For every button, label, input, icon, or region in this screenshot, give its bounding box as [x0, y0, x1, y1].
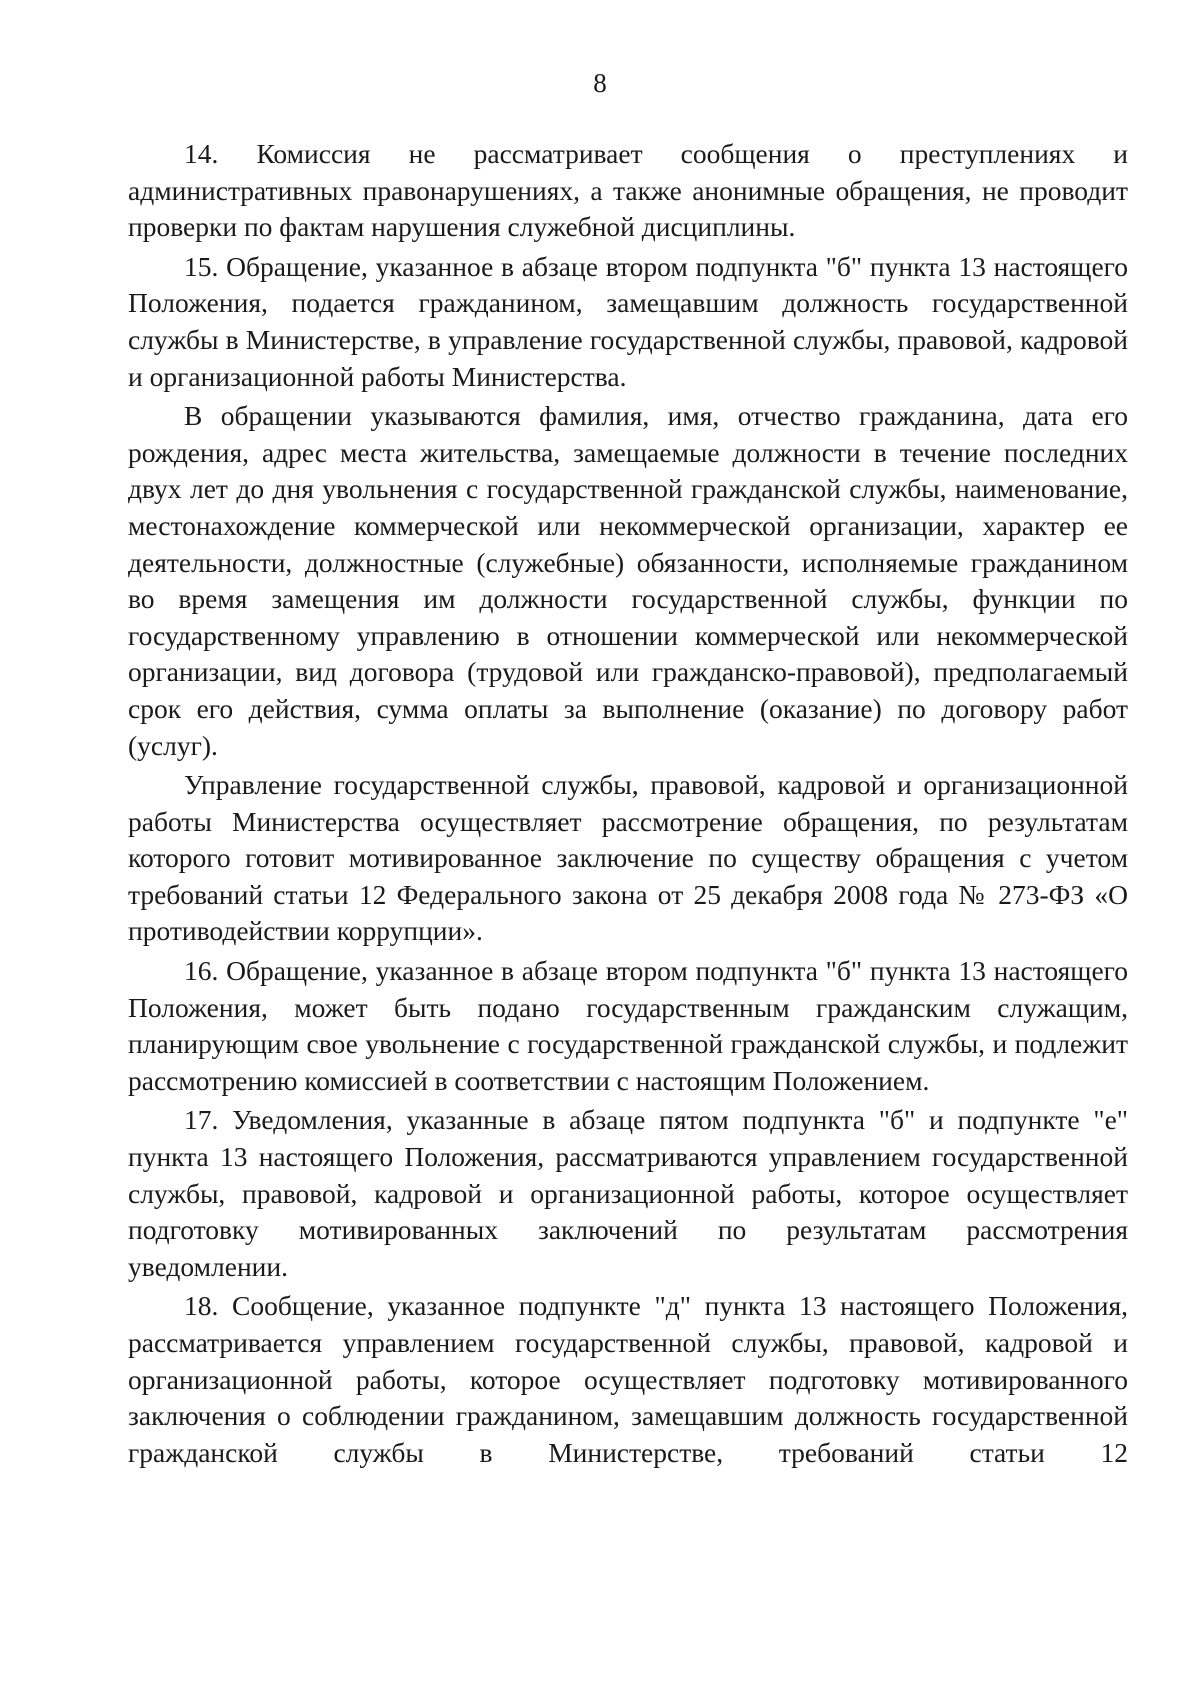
- paragraph-department-review: Управление государственной службы, правовой, кадровой и организационной работы Министерства осуществляет рассмотрение обращения, по результатам которого готовит мотивированное заключение по существу обращения с учетом требований статьи 12 Федерального закона от 25 декабря 2008 года № 273-ФЗ «О противодействии коррупции».: [128, 769, 1128, 947]
- document-body: [128, 136, 1128, 1471]
- paragraph-18: 18. Сообщение, указанное подпункте "д" пункта 13 настоящего Положения, рассматривается управлением государственной службы, правовой, кадровой и организационной работы, которое осуществляет подготовку мотивированного заключения о соблюдении гражданином, замещавшим должность государственной гражданской службы в Министерстве, требований статьи 12: [128, 1290, 1128, 1468]
- page-number: 8: [593, 68, 607, 98]
- paragraph-14: 14. Комиссия не рассматривает сообщения о преступлениях и административных правонарушениях, а также анонимные обращения, не проводит проверки по фактам нарушения служебной дисциплины.: [128, 138, 1128, 243]
- paragraph-appeal-contents: В обращении указываются фамилия, имя, отчество гражданина, дата его рождения, адрес места жительства, замещаемые должности в течение последних двух лет до дня увольнения с государственной гражданской службы, наименование, местонахождение коммерческой или некоммерческой организации, характер ее деятельности, должностные (служебные) обязанности, исполняемые гражданином во время замещения им должности государственной службы, функции по государственному управлению в отношении коммерческой или некоммерческой организации, вид договора (трудовой или гражданско-правовой), предполагаемый срок его действия, сумма оплаты за выполнение (оказание) по договору работ (услуг).: [128, 400, 1128, 761]
- paragraph-17: 17. Уведомления, указанные в абзаце пятом подпункта "б" и подпункте "е" пункта 13 настоящего Положения, рассматриваются управлением государственной службы, правовой, кадровой и организационной работы, которое осуществляет подготовку мотивированных заключений по результатам рассмотрения уведомлении.: [128, 1104, 1128, 1282]
- paragraph-15: 15. Обращение, указанное в абзаце втором подпункта "б" пункта 13 настоящего Положения, подается гражданином, замещавшим должность государственной службы в Министерстве, в управление государственной службы, правовой, кадровой и организационной работы Министерства.: [128, 250, 1128, 392]
- paragraph-16: 16. Обращение, указанное в абзаце втором подпункта "б" пункта 13 настоящего Положения, может быть подано государственным гражданским служащим, планирующим свое увольнение с государственной гражданской службы, и подлежит рассмотрению комиссией в соответствии с настоящим Положением.: [128, 955, 1128, 1096]
